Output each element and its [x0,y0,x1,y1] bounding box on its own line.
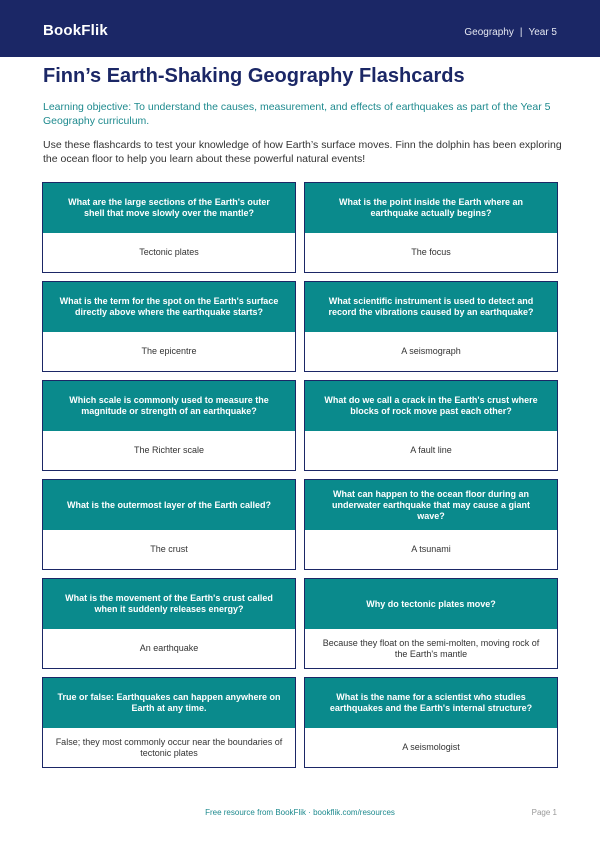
flashcard[interactable] [42,479,296,570]
flashcard[interactable] [42,578,296,669]
flashcard-answer: An earthquake [139,643,199,653]
breadcrumb-subject[interactable]: Geography [464,27,514,38]
breadcrumb [464,27,557,38]
flashcard-question: What is the term for the spot on the Earth's surface directly above where the earthquake starts? [43,282,295,332]
flashcard-answer: A seismologist [402,742,460,752]
footer-credit[interactable]: Free resource from BookFlik · bookflik.com/resources [205,808,395,817]
flashcard-question: What do we call a crack in the Earth's crust where blocks of rock move past each other? [305,381,557,431]
flashcard-answer: A fault line [410,445,452,455]
flashcard-answer: False; they most commonly occur near the boundaries of tectonic plates [55,736,283,758]
flashcard[interactable] [304,281,558,372]
flashcard-question: Why do tectonic plates move? [305,579,557,629]
breadcrumb-year[interactable]: Year 5 [528,27,557,38]
flashcard-question: What is the movement of the Earth's crust called when it suddenly releases energy? [43,579,295,629]
page-number: Page 1 [531,808,557,817]
flashcard-answer: Because they float on the semi-molten, moving rock of the Earth's mantle [322,637,540,659]
flashcard-question: What is the name for a scientist who studies earthquakes and the Earth's internal structure? [305,678,557,728]
flashcard-answer: The epicentre [141,346,197,356]
brand-logo[interactable]: BookFlik [43,22,108,39]
flashcard-question: What can happen to the ocean floor during an underwater earthquake that may cause a giant wave? [305,480,557,530]
learning-objective: Learning objective: To understand the causes, measurement, and effects of earthquakes as part of the Year 5 Geography curriculum. [43,101,551,127]
intro-text: Use these flashcards to test your knowledge of how Earth’s surface moves. Finn the dolphin has been exploring the ocean floor to help you learn about these powerful natural events! [43,139,562,165]
flashcard[interactable] [42,677,296,768]
flashcard-question: What is the outermost layer of the Earth called? [43,480,295,530]
top-bar [0,0,600,57]
flashcard-answer: The crust [150,544,188,554]
flashcard-question: What are the large sections of the Earth's outer shell that move slowly over the mantle? [43,183,295,233]
flashcard-answer: A seismograph [401,346,461,356]
flashcard-answer: The focus [411,247,451,257]
flashcard[interactable] [304,677,558,768]
flashcard-answer: A tsunami [411,544,451,554]
flashcard[interactable] [42,281,296,372]
flashcard-answer: The Richter scale [133,445,205,455]
breadcrumb-separator: | [519,27,523,38]
flashcard-question: True or false: Earthquakes can happen anywhere on Earth at any time. [43,678,295,728]
flashcard[interactable] [304,380,558,471]
flashcard[interactable] [304,479,558,570]
flashcard[interactable] [42,182,296,273]
flashcard[interactable] [304,182,558,273]
flashcard[interactable] [42,380,296,471]
flashcard-question: What scientific instrument is used to detect and record the vibrations caused by an earthquake? [305,282,557,332]
flashcard[interactable] [304,578,558,669]
flashcard-question: Which scale is commonly used to measure the magnitude or strength of an earthquake? [43,381,295,431]
page-title: Finn’s Earth-Shaking Geography Flashcards [43,65,465,87]
flashcard-question: What is the point inside the Earth where an earthquake actually begins? [305,183,557,233]
flashcard-answer: Tectonic plates [139,247,199,257]
flashcard-grid [42,182,558,768]
